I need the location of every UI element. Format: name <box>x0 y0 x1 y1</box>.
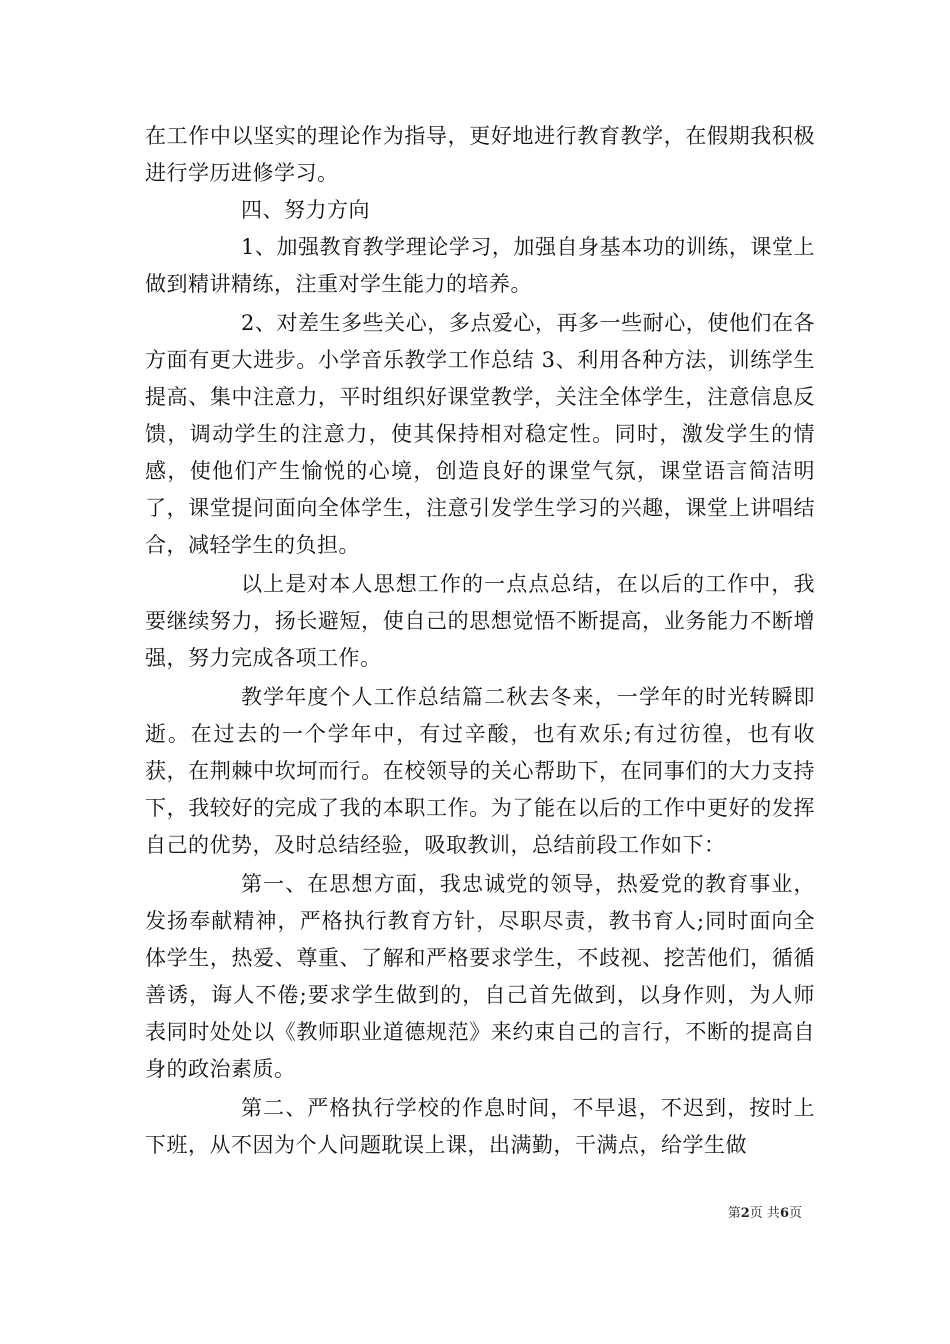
footer-suffix: 页 <box>788 1206 802 1221</box>
section-heading: 四、努力方向 <box>241 198 370 222</box>
paragraph: 1、加强教育教学理论学习，加强自身基本功的训练，课堂上做到精讲精练，注重对学生能力的培养。 <box>145 235 815 296</box>
footer-middle: 页 共 <box>749 1206 780 1221</box>
current-page-number: 2 <box>740 1206 750 1221</box>
paragraph: 以上是对本人思想工作的一点点总结，在以后的工作中，我要继续努力，扬长避短，使自己的思想觉悟不断提高，业务能力不断增强，努力完成各项工作。 <box>145 572 815 670</box>
document-body <box>145 118 815 1164</box>
paragraph: 教学年度个人工作总结篇二秋去冬来，一学年的时光转瞬即逝。在过去的一个学年中，有过辛酸，也有欢乐;有过彷徨，也有收获，在荆棘中坎坷而行。在校领导的关心帮助下，在同事们的大力支持下，我较好的完成了我的本职工作。为了能在以后的工作中更好的发挥自己的优势，及时总结经验，吸取教训，总结前段工作如下： <box>145 685 815 857</box>
paragraph: 2、对差生多些关心，多点爱心，再多一些耐心，使他们在各方面有更大进步。小学音乐教学工作总结 3、利用各种方法，训练学生提高、集中注意力，平时组织好课堂教学，关注全体学生，注意信息反馈，调动学生的注意力，使其保持相对稳定性。同时，激发学生的情感，使他们产生愉悦的心境，创造良好的课堂气氛，课堂语言简洁明了，课堂提问面向全体学生，注意引发学生学习的兴趣，课堂上讲唱结合，减轻学生的负担。 <box>145 311 815 557</box>
page-footer <box>728 1202 802 1221</box>
total-pages-number: 6 <box>779 1206 789 1221</box>
paragraph: 在工作中以坚实的理论作为指导，更好地进行教育教学，在假期我积极进行学历进修学习。 <box>145 124 815 185</box>
paragraph: 第二、严格执行学校的作息时间，不早退，不迟到，按时上下班，从不因为个人问题耽误上课，出满勤，干满点，给学生做 <box>145 1096 815 1157</box>
footer-prefix: 第 <box>727 1206 741 1221</box>
paragraph: 第一、在思想方面，我忠诚党的领导，热爱党的教育事业，发扬奉献精神，严格执行教育方针，尽职尽责，教书育人;同时面向全体学生，热爱、尊重、了解和严格要求学生，不歧视、挖苦他们，循循善诱，诲人不倦;要求学生做到的，自己首先做到，以身作则，为人师表同时处处以《教师职业道德规范》来约束自己的言行，不断的提高自身的政治素质。 <box>145 872 815 1081</box>
